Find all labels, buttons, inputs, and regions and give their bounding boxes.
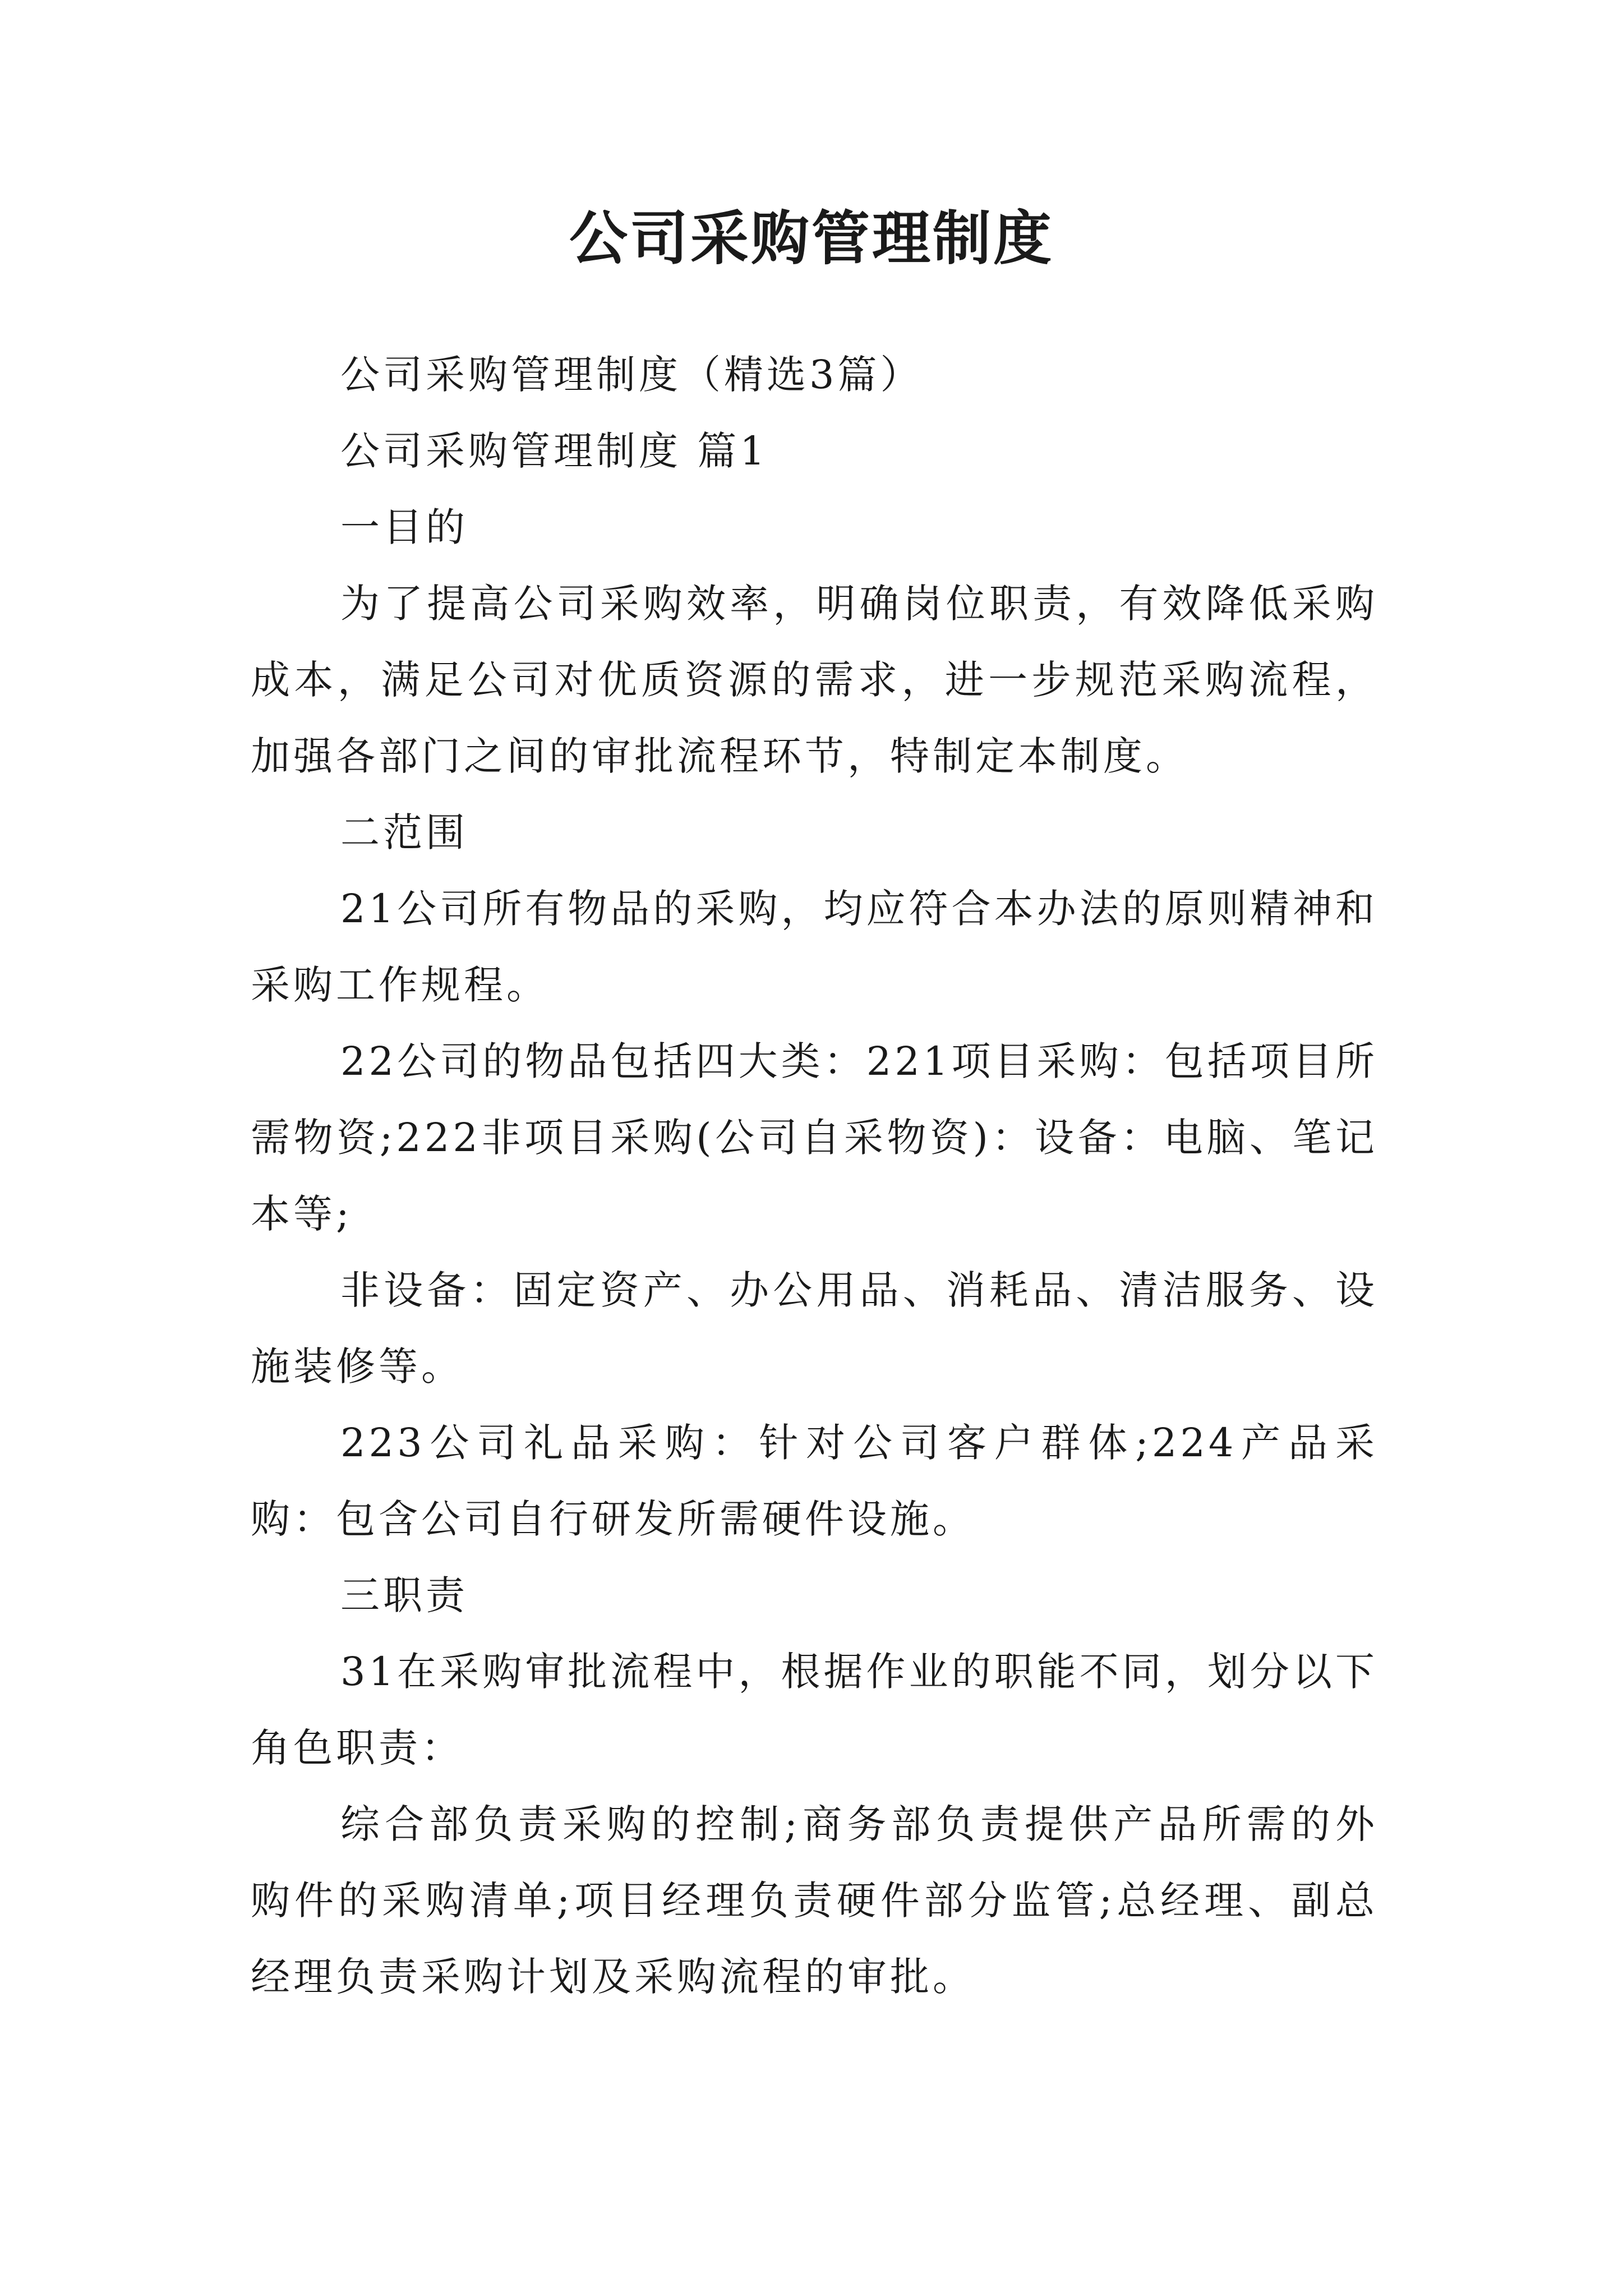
paragraph-roles: 综合部负责采购的控制;商务部负责提供产品所需的外购件的采购清单;项目经理负责硬件部分监管;总经理、副总经理负责采购计划及采购流程的审批。 xyxy=(251,1801,1378,2000)
paragraph-part-heading: 公司采购管理制度 篇1 xyxy=(340,428,768,474)
section-heading-duties: 三职责 xyxy=(340,1572,468,1618)
document-body xyxy=(251,337,1378,2015)
document-title: 公司采购管理制度 xyxy=(569,204,1054,273)
paragraph-scope-21: 21公司所有物品的采购，均应符合本办法的原则精神和采购工作规程。 xyxy=(251,886,1378,1008)
section-heading-purpose: 一目的 xyxy=(340,504,468,550)
paragraph-scope-223: 223公司礼品采购：针对公司客户群体;224产品采购：包含公司自行研发所需硬件设施。 xyxy=(251,1420,1378,1542)
paragraph-duties-31: 31在采购审批流程中，根据作业的职能不同，划分以下角色职责： xyxy=(251,1649,1378,1771)
paragraph-non-equipment: 非设备：固定资产、办公用品、消耗品、清洁服务、设施装修等。 xyxy=(251,1267,1378,1389)
paragraph-subtitle: 公司采购管理制度（精选3篇） xyxy=(340,352,923,398)
paragraph-purpose: 为了提高公司采购效率，明确岗位职责，有效降低采购成本，满足公司对优质资源的需求，进一步规范采购流程，加强各部门之间的审批流程环节，特制定本制度。 xyxy=(251,581,1378,779)
section-heading-scope: 二范围 xyxy=(340,809,468,855)
paragraph-scope-22: 22公司的物品包括四大类：221项目采购：包括项目所需物资;222非项目采购(公司自采物资)：设备：电脑、笔记本等; xyxy=(251,1038,1378,1237)
